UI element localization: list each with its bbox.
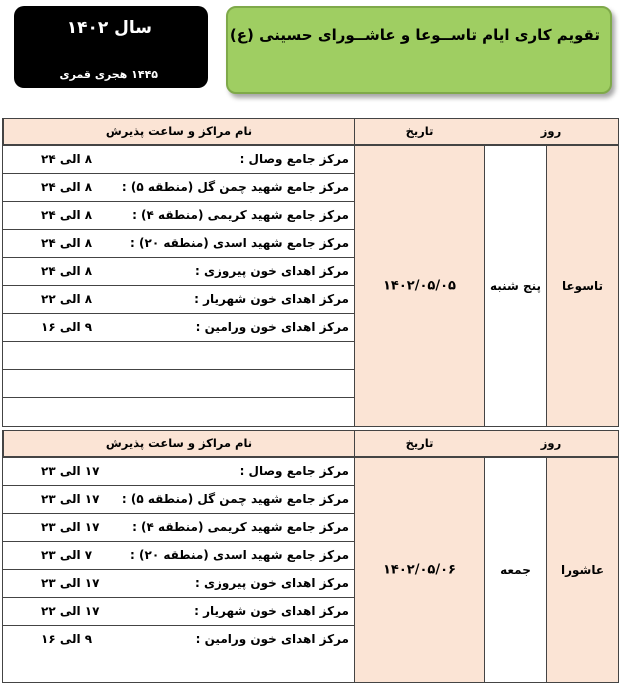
title-box: [226, 6, 612, 94]
list-item: [3, 598, 355, 626]
list-item: [3, 570, 355, 598]
center-name: مرکز اهدای خون پیروزی :: [195, 264, 349, 278]
section-body: [2, 457, 619, 683]
section-body: [2, 145, 619, 427]
center-hours: ۸ الی ۲۴: [41, 208, 93, 222]
centers-list: [3, 146, 355, 426]
day-name: عاشورا: [560, 563, 605, 577]
center-name: مرکز اهدای خون شهریار :: [194, 604, 349, 618]
list-item: [3, 458, 355, 486]
list-item: [3, 398, 355, 426]
list-item: [3, 486, 355, 514]
list-item: [3, 202, 355, 230]
list-item: [3, 626, 355, 654]
day-cell: [546, 146, 618, 426]
date-value: ۱۴۰۲/۰۵/۰۶: [383, 562, 456, 578]
day-name: تاسوعا: [561, 279, 604, 293]
center-hours: ۹ الی ۱۶: [41, 632, 93, 646]
list-item: [3, 342, 355, 370]
list-item: [3, 286, 355, 314]
center-hours: ۸ الی ۲۴: [41, 264, 93, 278]
center-hours: ۸ الی ۲۴: [41, 180, 93, 194]
center-hours: ۱۷ الی ۲۳: [41, 520, 100, 534]
page-title: تقویم کاری ایام تاســوعا و عاشــورای حسینی (ع): [229, 26, 600, 44]
list-item: [3, 370, 355, 398]
date-cell: [354, 458, 484, 682]
list-item: [3, 542, 355, 570]
center-hours: ۸ الی ۲۴: [41, 236, 93, 250]
center-hours: ۱۷ الی ۲۳: [41, 492, 100, 506]
weekday-name: جمعه: [500, 563, 531, 577]
list-item: [3, 258, 355, 286]
center-hours: ۹ الی ۱۶: [41, 320, 93, 334]
center-name: مرکز جامع وصال :: [239, 464, 349, 478]
weekday-cell: [484, 146, 546, 426]
center-name: مرکز جامع وصال :: [239, 152, 349, 166]
list-item: [3, 314, 355, 342]
center-name: مرکز جامع شهید چمن گل (منطقه ۵) :: [121, 492, 349, 506]
centers-list: [3, 458, 355, 654]
center-name: مرکز اهدای خون پیروزی :: [195, 576, 349, 590]
list-item: [3, 146, 355, 174]
center-name: مرکز جامع شهید اسدی (منطقه ۲۰) :: [130, 548, 349, 562]
hijri-year-label: ۱۴۴۵ هجری قمری: [59, 68, 158, 81]
date-cell: [354, 146, 484, 426]
center-hours: ۸ الی ۲۲: [41, 292, 93, 306]
center-hours: ۱۷ الی ۲۲: [41, 604, 100, 618]
center-name: مرکز جامع شهید کریمی (منطقه ۴) :: [132, 208, 349, 222]
center-hours: ۸ الی ۲۴: [41, 152, 93, 166]
center-name: مرکز جامع شهید اسدی (منطقه ۲۰) :: [130, 236, 349, 250]
center-name: مرکز اهدای خون شهریار :: [194, 292, 349, 306]
center-hours: ۱۷ الی ۲۳: [41, 464, 100, 478]
center-name: مرکز اهدای خون ورامین :: [195, 320, 349, 334]
weekday-cell: [484, 458, 546, 682]
weekday-name: پنج شنبه: [489, 279, 542, 293]
list-item: [3, 230, 355, 258]
center-name: مرکز جامع شهید چمن گل (منطقه ۵) :: [121, 180, 349, 194]
list-item: [3, 174, 355, 202]
center-hours: ۱۷ الی ۲۳: [41, 576, 100, 590]
center-hours: ۷ الی ۲۳: [41, 548, 93, 562]
table-header-row: [2, 430, 619, 457]
header-date: تاریخ: [354, 431, 484, 456]
table-header-row: [2, 118, 619, 145]
day-cell: [546, 458, 618, 682]
header-day: روز: [484, 431, 618, 456]
header-date: تاریخ: [354, 119, 484, 144]
list-item: [3, 514, 355, 542]
date-value: ۱۴۰۲/۰۵/۰۵: [383, 278, 456, 294]
year-label: سال ۱۴۰۲: [66, 18, 152, 38]
year-box: [14, 6, 208, 88]
header-day: روز: [484, 119, 618, 144]
header-centers: نام مراکز و ساعت پذیرش: [3, 431, 354, 456]
header-centers: نام مراکز و ساعت پذیرش: [3, 119, 354, 144]
center-name: مرکز اهدای خون ورامین :: [195, 632, 349, 646]
center-name: مرکز جامع شهید کریمی (منطقه ۴) :: [132, 520, 349, 534]
